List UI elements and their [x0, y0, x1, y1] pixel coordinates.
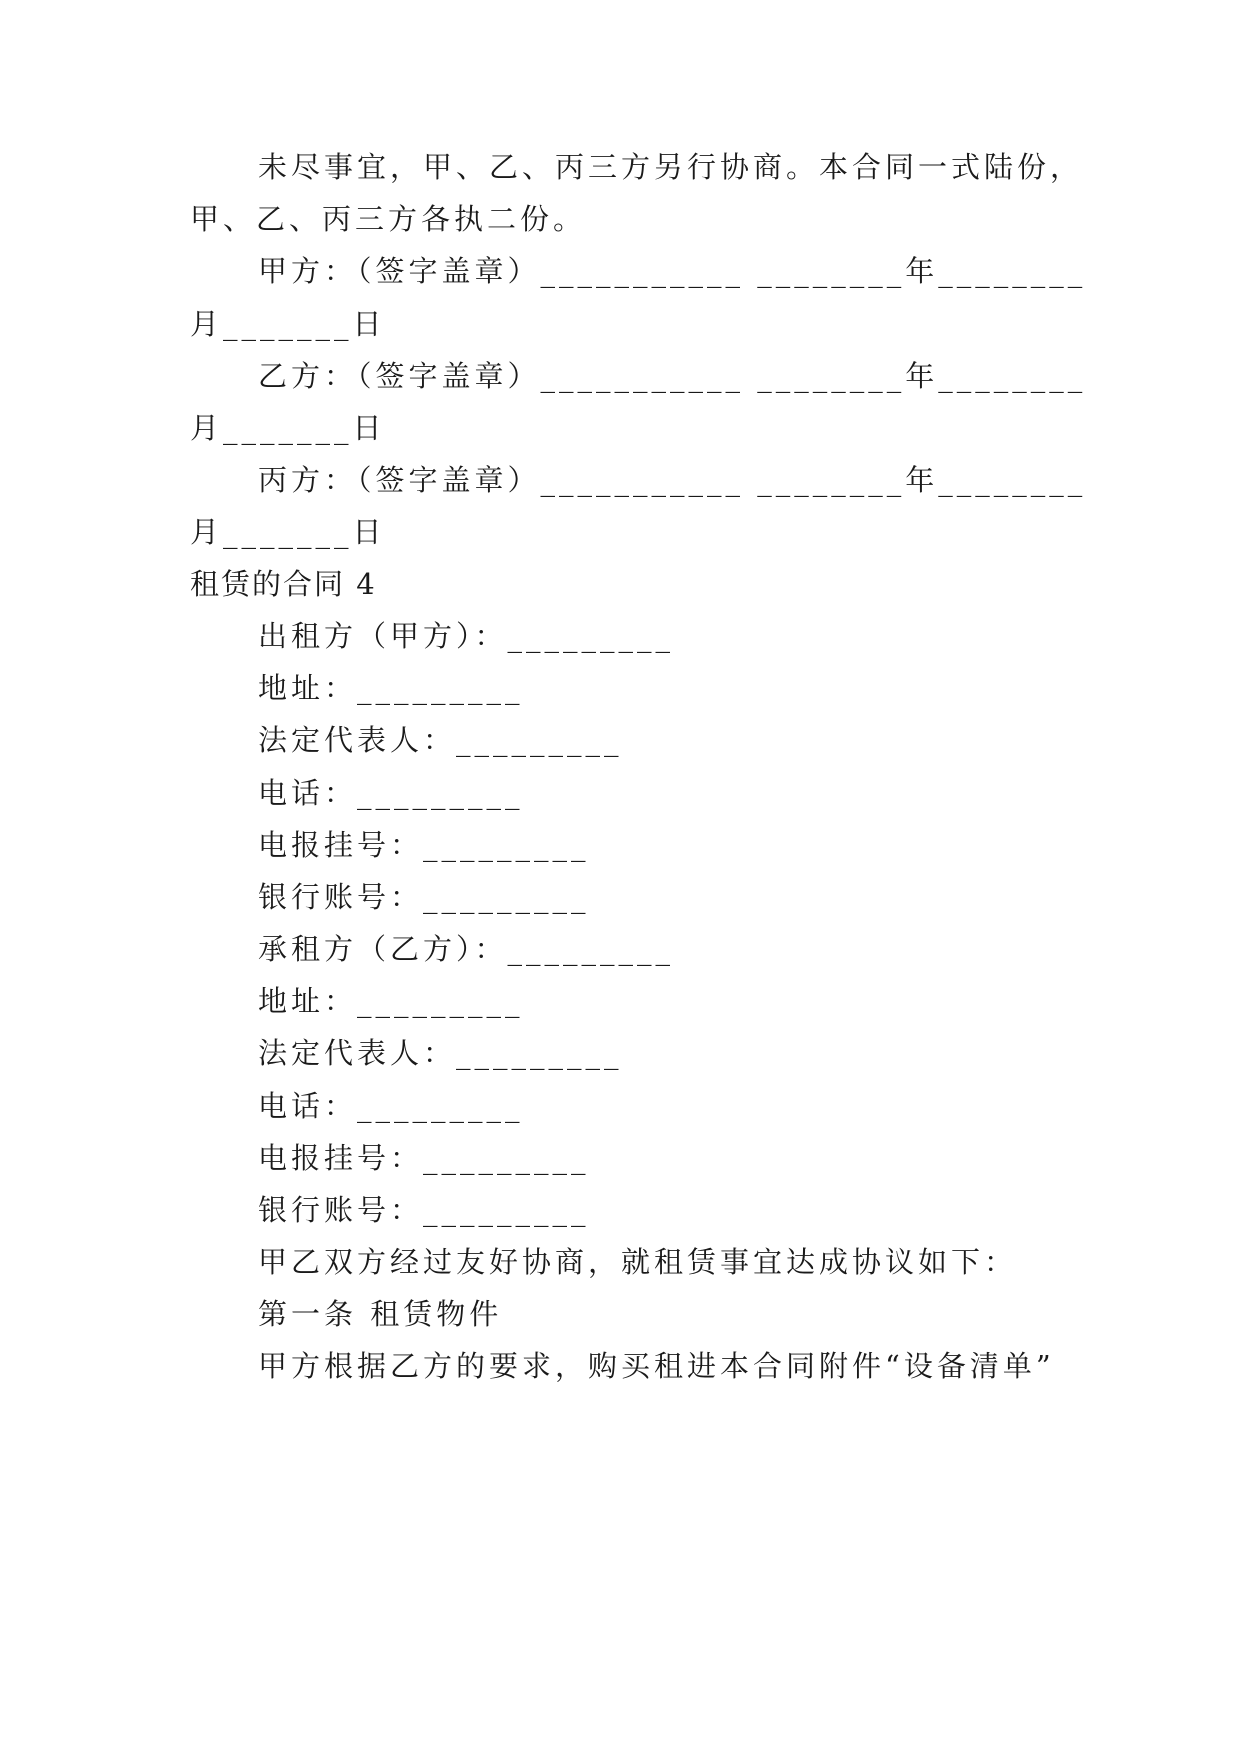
closing-paragraph-line-1: 未尽事宜，甲、乙、丙三方另行协商。本合同一式陆份，: [258, 150, 1084, 184]
lessor-address: 地址：_________: [258, 671, 524, 705]
lessee-heading: 承租方（乙方）：_________: [258, 932, 675, 966]
contract-4-title: 租赁的合同 4: [190, 567, 377, 601]
lessor-bank-account: 银行账号：_________: [258, 880, 590, 914]
lessor-phone: 电话：_________: [258, 776, 524, 810]
signature-party-a-line-2: 月_______日: [190, 307, 386, 341]
lessor-heading: 出租方（甲方）：_________: [258, 619, 675, 653]
article-1-text: 甲方根据乙方的要求，购买租进本合同附件“设备清单”: [258, 1349, 1055, 1383]
lessee-phone: 电话：_________: [258, 1089, 524, 1123]
lessor-telegraph: 电报挂号：_________: [258, 828, 590, 862]
signature-party-a-line-1: 甲方：（签字盖章）___________ ________年________: [258, 254, 1087, 288]
signature-party-c-line-2: 月_______日: [190, 515, 386, 549]
signature-party-b-line-2: 月_______日: [190, 411, 386, 445]
lessee-legal-rep: 法定代表人：_________: [258, 1036, 623, 1070]
lessee-bank-account: 银行账号：_________: [258, 1193, 590, 1227]
signature-party-c-line-1: 丙方：（签字盖章）___________ ________年________: [258, 463, 1087, 497]
lessor-legal-rep: 法定代表人：_________: [258, 723, 623, 757]
lessee-address: 地址：_________: [258, 984, 524, 1018]
article-1-title: 第一条 租赁物件: [258, 1297, 503, 1331]
agreement-intro: 甲乙双方经过友好协商，就租赁事宜达成协议如下：: [258, 1245, 1018, 1279]
lessee-telegraph: 电报挂号：_________: [258, 1141, 590, 1175]
closing-paragraph-line-2: 甲、乙、丙三方各执二份。: [190, 202, 587, 236]
signature-party-b-line-1: 乙方：（签字盖章）___________ ________年________: [258, 359, 1087, 393]
